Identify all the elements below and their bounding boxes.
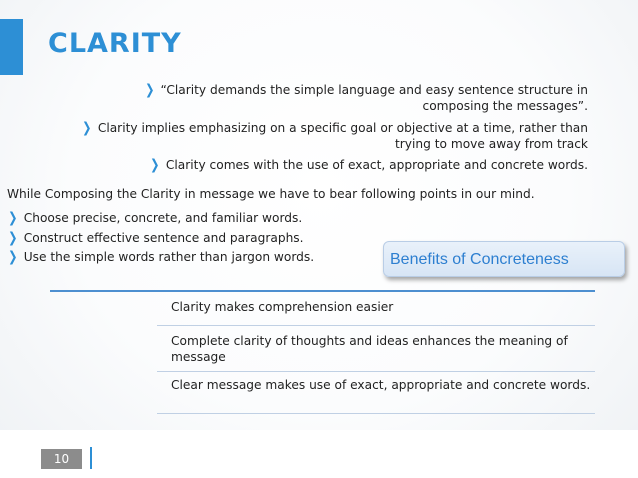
slide-title: CLARITY bbox=[48, 28, 182, 59]
quote-2 bbox=[48, 120, 588, 152]
chevron-right-icon: ❯ bbox=[8, 210, 18, 226]
benefits-table bbox=[157, 292, 595, 414]
chevron-right-icon: ❯ bbox=[150, 157, 160, 173]
list-item bbox=[7, 229, 387, 249]
list-item bbox=[7, 209, 387, 229]
intro-text: While Composing the Clarity in message we have to bear following points in our mind. bbox=[7, 187, 535, 201]
quote-1-text: “Clarity demands the simple language and easy sentence structure in composing the messages”. bbox=[160, 83, 588, 113]
table-row: Clear message makes use of exact, appropriate and concrete words. bbox=[157, 372, 595, 414]
list-item bbox=[7, 248, 387, 268]
point-2-text: Construct effective sentence and paragraphs. bbox=[23, 230, 304, 245]
chevron-right-icon: ❯ bbox=[8, 249, 18, 265]
page-number-separator bbox=[90, 447, 92, 469]
chevron-right-icon: ❯ bbox=[8, 229, 18, 246]
point-3-text: Use the simple words rather than jargon words. bbox=[23, 250, 315, 264]
page-number-badge: 10 bbox=[41, 449, 82, 469]
chevron-right-icon: ❯ bbox=[82, 120, 92, 136]
chevron-right-icon: ❯ bbox=[144, 82, 155, 98]
quote-2-text: Clarity implies emphasizing on a specific goal or objective at a time, rather than trying to move away from track bbox=[97, 121, 588, 151]
benefits-header-box: Benefits of Concreteness bbox=[383, 241, 625, 277]
points-list bbox=[7, 209, 387, 268]
quote-3-text: Clarity comes with the use of exact, appropriate and concrete words. bbox=[165, 158, 588, 172]
footer-band bbox=[0, 430, 638, 478]
title-accent-bar bbox=[0, 19, 23, 75]
table-row: Clarity makes comprehension easier bbox=[157, 292, 595, 326]
table-row: Complete clarity of thoughts and ideas enhances the meaning of message bbox=[157, 326, 595, 372]
quote-3 bbox=[148, 157, 588, 173]
point-1-text: Choose precise, concrete, and familiar words. bbox=[23, 211, 303, 225]
quote-1 bbox=[78, 82, 588, 114]
